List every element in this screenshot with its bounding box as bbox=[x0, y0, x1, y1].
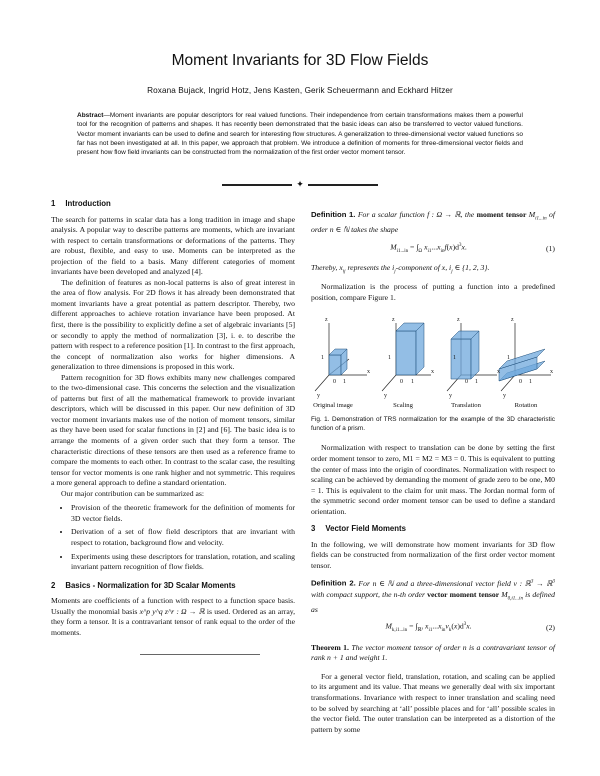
equation-2: $M_{k,i1...in} = \int_{ℝ^3}$ $x_{i1}...x_{in}v_k(x)d^3x$. (2) bbox=[385, 621, 555, 634]
abstract-label: Abstract bbox=[77, 112, 104, 119]
svg-text:y: y bbox=[384, 393, 387, 400]
figure-label: Original image bbox=[313, 402, 353, 410]
svg-text:1: 1 bbox=[321, 355, 324, 362]
intro-paragraph-2: The definition of features as non-local patterns is also of great interest in the area of flow analysis. For 2D flows it has already been demonstrated that moment invariants have a great potential as pattern descriptor. Thereby, two different approaches to achieve rotation invariance have been proposed. At first, there is the possibility to explicitly define a set of algebraic invariants [5] or secondly to apply the method of normalization [3], i. e. to describe the pattern with respect to a reference position [1]. In contrast to the first approach, the concept of normalization also works for higher dimensions. A generalization to three dimensions is proposed in this work. bbox=[51, 277, 295, 372]
section-2-heading: 2 Basics - Normalization for 3D Scalar Moments bbox=[51, 580, 236, 590]
section-3-paragraph: In the following, we will demonstrate how moment invariants for 3D flow fields can be constructed from normalization of the first order vector moment tensor. bbox=[311, 539, 555, 570]
svg-text:1: 1 bbox=[529, 379, 532, 386]
svg-text:z: z bbox=[325, 317, 328, 324]
intro-paragraph-3: Pattern recognition for 3D flows exhibits many new challenges compared to the two-dimensional case. This concerns the selection and the visualization of patterns but first of all the mathematical framework to provide invariant descriptors, which will be discussed in this paper. Our new definition of 3D vector moment invariants makes use of the notion of moment tensors, similar as they have been used for scalar functions in [2] and [6]. The basic idea is to arrange the moments of a given order such that they form a tensor. The characteristic directions of these tensors are then used as a reference frame to compare the moments to each other. In contrast to the scalar case, the resulting tensor for vector moments is one rank higher and not symmetric. This requires a more general approach to define a standard orientation. bbox=[51, 372, 295, 488]
equation-1: $M_{i1...in} = \int_\Omega$ $x_{i1}...x_{in}f(x)d^3x$. (1) bbox=[390, 242, 555, 254]
left-column bbox=[51, 199, 295, 638]
footnote-rule bbox=[140, 654, 260, 655]
svg-text:y: y bbox=[503, 393, 506, 400]
svg-text:z: z bbox=[457, 317, 460, 324]
svg-text:x: x bbox=[367, 369, 370, 376]
equation-number: (2) bbox=[546, 623, 555, 633]
svg-text:0: 0 bbox=[333, 379, 336, 386]
section-divider bbox=[222, 180, 378, 189]
section-3-heading: 3 Vector Field Moments bbox=[311, 524, 406, 534]
svg-text:1: 1 bbox=[453, 355, 456, 362]
svg-text:1: 1 bbox=[475, 379, 478, 386]
list-item: • Provision of the theoretic framework for the definition of moments for 3D vector fields. bbox=[71, 503, 295, 524]
abstract-text: —Moment invariants are popular descriptors for real valued functions. Their independence from certain transformations makes them a powerful tool for the recognition of patterns and shapes. It has recently been demonstrated that the basic ideas can also be transferred to vector valued functions. Vector moment invariants can be used to define and search for interesting flow structures. A generalization to three-dimensional vector valued functions so far has not been investigated at all. In this paper, we approach that problem. We introduce a definition of moments for three-dimensional vector fields and present how flow field invariants can be constructed from the normalization of the first order vector moment tensor. bbox=[77, 112, 523, 157]
svg-text:x: x bbox=[497, 369, 500, 376]
svg-text:z: z bbox=[392, 317, 395, 324]
svg-text:x: x bbox=[431, 369, 434, 376]
paper-title: Moment Invariants for 3D Flow Fields bbox=[171, 52, 429, 69]
figure-label: Translation bbox=[451, 402, 481, 410]
figure-1 bbox=[311, 309, 555, 409]
svg-text:0: 0 bbox=[465, 379, 468, 386]
author-list: Roxana Bujack, Ingrid Hotz, Jens Kasten, Gerik Scheuermann and Eckhard Hitzer bbox=[147, 86, 453, 95]
right-column bbox=[311, 210, 555, 735]
svg-text:1: 1 bbox=[411, 379, 414, 386]
svg-text:1: 1 bbox=[507, 355, 510, 362]
theorem-1: Theorem 1. The vector moment tensor of order n is a contravariant tensor of rank n + 1 and weight 1. bbox=[311, 642, 555, 663]
figure-1-caption: Fig. 1. Demonstration of TRS normalization for the example of the 3D characteristic function of a prism. bbox=[311, 416, 555, 433]
svg-text:z: z bbox=[511, 317, 514, 324]
svg-text:y: y bbox=[449, 393, 452, 400]
basics-paragraph: Moments are coefficients of a function with respect to a function space basis. Usually the monomial basis x^p y^q z^r : Ω → ℝ is used. Ordered as an array, they form a tensor. It is a contravariant tensor of rank equal to the order of the moments. bbox=[51, 596, 295, 637]
section-1-heading: 1 Introduction bbox=[51, 199, 111, 208]
translation-paragraph: Normalization with respect to translation can be done by setting the first order moment tensor to zero, M1 = M2 = M3 = 0. This is equivalent to putting the center of mass into the origin of coordinates. Normalization with respect to scaling can be achieved by demanding the moment of grade zero to be one, M0 = 1. This is equivalent to the claim for unit mass. The Jordan normal form of the symmetric second order moment tensor can be used to define a standard orientation. bbox=[311, 443, 555, 516]
definition-1-note: Thereby, $x_{ij}$ represents the $i_j$-component of x, $i_j$ ∈ {1, 2, 3}. bbox=[311, 263, 490, 275]
definition-1: Definition 1. For a scalar function f : Ω → ℝ, the moment tensor $M_{i1...in}$ of order n ∈ ℕ takes the shape bbox=[311, 210, 556, 235]
svg-text:1: 1 bbox=[388, 355, 391, 362]
intro-paragraph-1: The search for patterns in scalar data has a long tradition in image and shape analysis. A popular way to describe patterns are moments, which are invariant with respect to certain transformations or deformations of the patterns. They are robust, flexible, and easy to use. Moments can be interpreted as the projection of the field to a basis. Many different categories of moment invariants have been developed and analyzed [4]. bbox=[51, 214, 295, 277]
closing-paragraph: For a general vector field, translation, rotation, and scaling can be applied to its argument and its value. That means we generally deal with six important transformations. Invariance with respect to inner translation and scaling need to be solved by searching at ‘all’ possible places and for ‘all’ possible scales in the vector field. The outer translation can be interpreted as a distortion of the pattern by some bbox=[311, 671, 555, 734]
intro-paragraph-4: Our major contribution can be summarized as: bbox=[61, 488, 205, 498]
figure-label: Scaling bbox=[393, 402, 413, 410]
divider-ornament-icon: ✦ bbox=[296, 179, 304, 189]
equation-number: (1) bbox=[546, 243, 555, 253]
normalization-paragraph: Normalization is the process of putting a function into a predefined position, compare Figure 1. bbox=[311, 282, 555, 302]
list-item: • Derivation of a set of flow field descriptors that are invariant with respect to rotation, background flow and velocity. bbox=[71, 527, 295, 548]
definition-2: Definition 2. For n ∈ ℕ and a three-dimensional vector field v : ℝ$^3$ → ℝ$^3$ with compact support, the n-th order vector moment tensor $M_{0,i1...in}$ is defined as bbox=[311, 579, 555, 614]
svg-text:0: 0 bbox=[519, 379, 522, 386]
svg-text:x: x bbox=[550, 369, 553, 376]
contribution-list bbox=[51, 503, 295, 572]
svg-text:1: 1 bbox=[343, 379, 346, 386]
list-item: • Experiments using these descriptors for translation, rotation, and scaling invariant pattern recognition of flow fields. bbox=[71, 552, 295, 573]
svg-text:0: 0 bbox=[400, 379, 403, 386]
figure-label: Rotation bbox=[514, 402, 538, 410]
svg-text:y: y bbox=[317, 393, 320, 400]
abstract bbox=[77, 111, 523, 157]
